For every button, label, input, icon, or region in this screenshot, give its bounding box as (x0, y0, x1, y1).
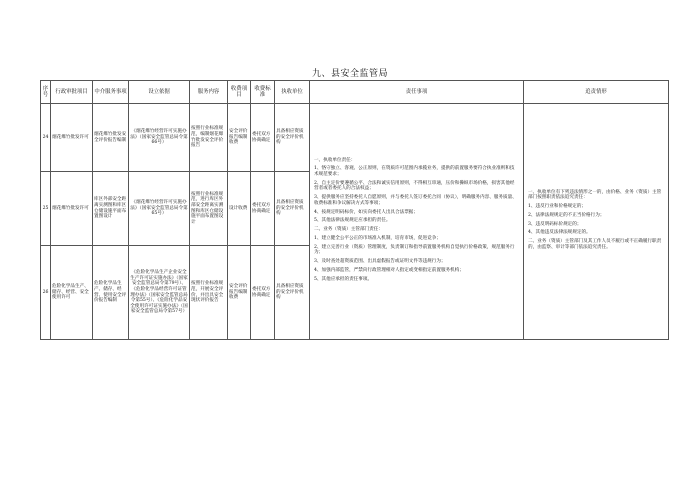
acc-line: 二、业务（资质）主管部门及其工作人员不履行或不正确履行职责的，由监察、审计等部门依法追究责任。 (528, 239, 662, 250)
acc-line: 3、违反明码标价规定的； (528, 221, 582, 227)
responsibilities-cell (310, 104, 524, 340)
row-fee-standard: 委托双方协商确定 (251, 246, 275, 340)
header-fee-item: 收费项目 (228, 81, 251, 104)
row-item: 危险化学品生产、储存、经营、安全使用许可 (51, 246, 93, 340)
row-agency: 库区外部安全距离实测图和库区仓储设施平面布置图设计 (93, 172, 129, 246)
resp-line: 4、按规定明码标价，如实向委托人出具合法票据； (314, 209, 418, 215)
page-title: 九、县安全监管局 (311, 69, 388, 79)
row-basis: 《烟花爆竹经营许可实施办法》（国家安全监管总局令第65号） (129, 172, 190, 246)
resp-line: 3、及时查处超资质范围、出具虚假报告或证明文件等违规行为； (314, 259, 446, 265)
row-collecting-unit: 具备相应资质的安全评价机构 (275, 246, 310, 340)
resp-line: 二、业务（资质）主管部门责任： (314, 227, 383, 233)
resp-line: 5、其他应承担的责任事项。 (314, 276, 373, 282)
acc-line: 1、违反行业和价格规定的； (528, 203, 587, 209)
accountability-cell (524, 104, 669, 340)
row-agency: 危险化学品生产、储存、经营、使用安全评价报告编制 (93, 246, 129, 340)
row-basis: 《危险化学品生产企业安全生产许可证实施办法》（国家安全监管总局令第79号）、《危险化学品经营许可证管理办法》（国家安全监管总局令第55号）、《危险化学品安全使用许可证实施办法》（国家安全监管总局令第57号） (129, 246, 190, 340)
approval-table (40, 80, 669, 340)
resp-line: 2、建立完善行业（资质）管理制度，负责制订和指导前置服务机构自觉执行价格政策，规范服务行为； (314, 244, 515, 256)
resp-line: 一、执收单位责任： (314, 157, 356, 163)
header-item: 行政审批项目 (51, 81, 93, 104)
row-fee-item: 安全评价报告编制收费 (228, 104, 251, 172)
header-fee-standard: 收费标准 (251, 81, 275, 104)
header-agency: 中介服务事项 (93, 81, 129, 104)
row-collecting-unit: 具备相应资质的安全评价机构 (275, 172, 310, 246)
row-content: 按照行业标准规范，开展安全评价，并出具安全现状评价报告 (190, 246, 228, 340)
resp-line: 1、恪守独立、客观、公正原则，在资质许可范围内承揽业务，提供的前置服务要符合执业准则和技术规范要求； (314, 166, 515, 177)
acc-line: 2、法律法规规定的不正当价格行为； (528, 212, 605, 218)
row-collecting-unit: 具备相应资质的安全评价机构 (275, 104, 310, 172)
table-row (41, 104, 669, 172)
acc-line: 一、执收单位有下列违法情形之一的，由价格、业务（资质）主管部门按照职责依法追究责任： (528, 189, 662, 201)
header-content: 服务内容 (190, 81, 228, 104)
row-item: 烟花爆竹批发许可 (51, 172, 93, 246)
row-content: 按照行业标准规范，进行库区外部安全距离实测图和库区仓储设施平面布置图设计 (190, 172, 228, 246)
resp-line: 4、加强内部监管，严禁向行政管理相对人指定或变相指定前置服务机构； (314, 267, 464, 273)
row-seq: 26 (41, 246, 51, 340)
row-seq: 25 (41, 172, 51, 246)
row-fee-standard: 委托双方协商确定 (251, 172, 275, 246)
row-basis: 《烟花爆竹经营许可实施办法》（国家安全监管总局令第66号） (129, 104, 190, 172)
header-basis: 设立依据 (129, 81, 190, 104)
row-agency: 烟花爆竹批发安全评价报告编制 (93, 104, 129, 172)
row-fee-item: 安全评价报告编制收费 (228, 246, 251, 340)
resp-line: 5、其他法律法规规定应承担的责任。 (314, 218, 391, 224)
header-accountability: 追责情形 (524, 81, 669, 104)
resp-line: 3、提供服务应坚持委托人自愿原则，并与委托人签订委托合同（协议），明确服务内容、服务质量、收费标准和争议解决方式等事项； (314, 195, 517, 206)
header-responsibilities: 责任事项 (310, 81, 524, 104)
header-seq: 序号 (41, 81, 51, 104)
resp-line: 1、建立健全公平公正的市场准入机制，培育市场，促进竞争； (314, 235, 441, 241)
header-collecting-unit: 执收单位 (275, 81, 310, 104)
row-seq: 24 (41, 104, 51, 172)
row-fee-standard: 委托双方协商确定 (251, 104, 275, 172)
row-fee-item: 设计收费 (228, 172, 251, 246)
row-content: 按照行业标准规范，编制烟花爆竹批发安全评价报告 (190, 104, 228, 172)
header-row (41, 81, 669, 104)
resp-line: 2、自主定价要遵循公平、合法和诚实信用原则，不得相互串通，压价和操纵市场价格，损害其他经营者或者委托人的合法权益； (314, 180, 515, 192)
acc-line: 4、其他违反法律法规规定的。 (528, 230, 591, 236)
row-item: 烟花爆竹批发许可 (51, 104, 93, 172)
